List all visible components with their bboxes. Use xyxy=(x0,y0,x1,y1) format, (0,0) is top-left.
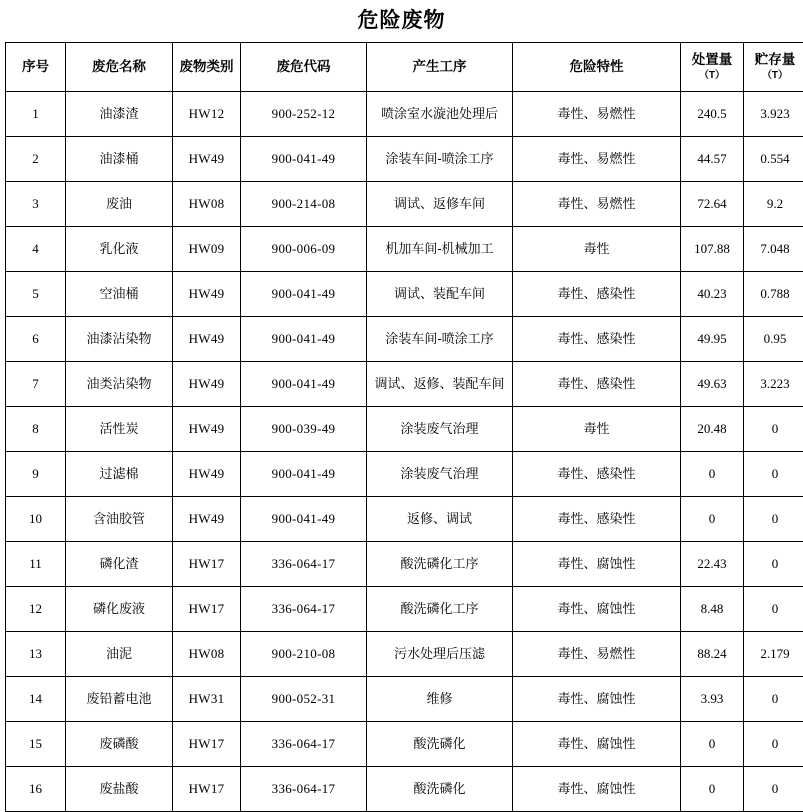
cell-waste-category: HW08 xyxy=(173,632,241,677)
cell-hazard-property: 毒性、易燃性 xyxy=(513,632,681,677)
cell-waste-name: 油类沾染物 xyxy=(66,362,173,407)
cell-waste-code: 336-064-17 xyxy=(241,722,367,767)
cell-index: 14 xyxy=(6,677,66,722)
cell-hazard-property: 毒性、腐蚀性 xyxy=(513,587,681,632)
hazardous-waste-table xyxy=(5,42,803,812)
cell-waste-category: HW49 xyxy=(173,272,241,317)
cell-disposal-amount: 3.93 xyxy=(681,677,744,722)
cell-waste-name: 油漆桶 xyxy=(66,137,173,182)
cell-disposal-amount: 49.63 xyxy=(681,362,744,407)
cell-waste-category: HW49 xyxy=(173,317,241,362)
cell-waste-name: 磷化废液 xyxy=(66,587,173,632)
cell-process: 调试、返修车间 xyxy=(367,182,513,227)
cell-hazard-property: 毒性、感染性 xyxy=(513,452,681,497)
cell-hazard-property: 毒性、感染性 xyxy=(513,272,681,317)
cell-waste-category: HW08 xyxy=(173,182,241,227)
cell-waste-code: 900-041-49 xyxy=(241,497,367,542)
cell-process: 调试、返修、装配车间 xyxy=(367,362,513,407)
cell-storage-amount: 9.2 xyxy=(744,182,803,227)
table-row xyxy=(6,632,803,677)
cell-disposal-amount: 240.5 xyxy=(681,92,744,137)
cell-disposal-amount: 49.95 xyxy=(681,317,744,362)
column-header-waste-code: 废危代码 xyxy=(241,43,367,92)
cell-process: 酸洗磷化 xyxy=(367,722,513,767)
table-row xyxy=(6,452,803,497)
cell-process: 酸洗磷化工序 xyxy=(367,542,513,587)
cell-hazard-property: 毒性、腐蚀性 xyxy=(513,542,681,587)
cell-storage-amount: 0.554 xyxy=(744,137,803,182)
cell-waste-name: 废磷酸 xyxy=(66,722,173,767)
column-header-waste-name: 废危名称 xyxy=(66,43,173,92)
cell-waste-code: 900-039-49 xyxy=(241,407,367,452)
table-header-row xyxy=(6,43,803,92)
cell-waste-name: 乳化液 xyxy=(66,227,173,272)
cell-waste-code: 900-041-49 xyxy=(241,452,367,497)
cell-waste-name: 空油桶 xyxy=(66,272,173,317)
column-header-process: 产生工序 xyxy=(367,43,513,92)
cell-process: 返修、调试 xyxy=(367,497,513,542)
cell-waste-name: 过滤棉 xyxy=(66,452,173,497)
cell-index: 3 xyxy=(6,182,66,227)
cell-hazard-property: 毒性、腐蚀性 xyxy=(513,767,681,812)
cell-process: 酸洗磷化工序 xyxy=(367,587,513,632)
column-header-index: 序号 xyxy=(6,43,66,92)
cell-hazard-property: 毒性、感染性 xyxy=(513,362,681,407)
cell-waste-code: 900-214-08 xyxy=(241,182,367,227)
cell-waste-name: 油漆渣 xyxy=(66,92,173,137)
cell-disposal-amount: 0 xyxy=(681,452,744,497)
cell-index: 4 xyxy=(6,227,66,272)
cell-process: 涂装废气治理 xyxy=(367,452,513,497)
cell-storage-amount: 0 xyxy=(744,452,803,497)
table-row xyxy=(6,767,803,812)
table-body xyxy=(6,92,803,812)
cell-process: 污水处理后压滤 xyxy=(367,632,513,677)
cell-index: 16 xyxy=(6,767,66,812)
cell-process: 喷涂室水漩池处理后 xyxy=(367,92,513,137)
cell-waste-category: HW31 xyxy=(173,677,241,722)
cell-hazard-property: 毒性、感染性 xyxy=(513,317,681,362)
cell-hazard-property: 毒性、腐蚀性 xyxy=(513,722,681,767)
cell-waste-code: 900-006-09 xyxy=(241,227,367,272)
cell-process: 机加车间-机械加工 xyxy=(367,227,513,272)
page-title: 危险废物 xyxy=(0,0,803,42)
cell-storage-amount: 7.048 xyxy=(744,227,803,272)
table-row xyxy=(6,542,803,587)
cell-index: 6 xyxy=(6,317,66,362)
cell-disposal-amount: 20.48 xyxy=(681,407,744,452)
cell-disposal-amount: 22.43 xyxy=(681,542,744,587)
cell-process: 调试、装配车间 xyxy=(367,272,513,317)
cell-waste-category: HW49 xyxy=(173,407,241,452)
cell-storage-amount: 0 xyxy=(744,497,803,542)
disposal-amount-unit: （T） xyxy=(683,70,741,82)
cell-index: 10 xyxy=(6,497,66,542)
table-row xyxy=(6,227,803,272)
cell-storage-amount: 0 xyxy=(744,407,803,452)
cell-storage-amount: 0 xyxy=(744,587,803,632)
table-row xyxy=(6,317,803,362)
cell-waste-code: 900-252-12 xyxy=(241,92,367,137)
cell-waste-category: HW49 xyxy=(173,452,241,497)
cell-waste-code: 900-041-49 xyxy=(241,362,367,407)
cell-waste-code: 900-210-08 xyxy=(241,632,367,677)
cell-waste-code: 900-041-49 xyxy=(241,317,367,362)
cell-index: 15 xyxy=(6,722,66,767)
cell-hazard-property: 毒性、易燃性 xyxy=(513,92,681,137)
cell-index: 7 xyxy=(6,362,66,407)
table-header xyxy=(6,43,803,92)
column-header-hazard-property: 危险特性 xyxy=(513,43,681,92)
cell-storage-amount: 2.179 xyxy=(744,632,803,677)
cell-disposal-amount: 88.24 xyxy=(681,632,744,677)
cell-disposal-amount: 107.88 xyxy=(681,227,744,272)
cell-disposal-amount: 0 xyxy=(681,722,744,767)
cell-waste-code: 336-064-17 xyxy=(241,767,367,812)
cell-process: 涂装车间-喷涂工序 xyxy=(367,137,513,182)
cell-hazard-property: 毒性 xyxy=(513,407,681,452)
cell-waste-name: 废油 xyxy=(66,182,173,227)
cell-disposal-amount: 40.23 xyxy=(681,272,744,317)
cell-waste-code: 336-064-17 xyxy=(241,587,367,632)
cell-hazard-property: 毒性、易燃性 xyxy=(513,182,681,227)
column-header-waste-category: 废物类别 xyxy=(173,43,241,92)
cell-disposal-amount: 0 xyxy=(681,497,744,542)
column-header-disposal-amount: 处置量 （T） xyxy=(681,43,744,92)
storage-amount-unit: （T） xyxy=(746,70,803,82)
cell-storage-amount: 0.788 xyxy=(744,272,803,317)
cell-process: 维修 xyxy=(367,677,513,722)
table-row xyxy=(6,407,803,452)
table-row xyxy=(6,92,803,137)
cell-index: 9 xyxy=(6,452,66,497)
cell-storage-amount: 0 xyxy=(744,722,803,767)
cell-index: 5 xyxy=(6,272,66,317)
cell-process: 酸洗磷化 xyxy=(367,767,513,812)
cell-waste-code: 900-052-31 xyxy=(241,677,367,722)
cell-waste-name: 油泥 xyxy=(66,632,173,677)
cell-waste-category: HW49 xyxy=(173,137,241,182)
cell-index: 13 xyxy=(6,632,66,677)
cell-waste-code: 900-041-49 xyxy=(241,137,367,182)
column-header-storage-amount: 贮存量 （T） xyxy=(744,43,803,92)
cell-waste-category: HW49 xyxy=(173,362,241,407)
cell-storage-amount: 3.223 xyxy=(744,362,803,407)
cell-index: 1 xyxy=(6,92,66,137)
cell-hazard-property: 毒性、感染性 xyxy=(513,497,681,542)
table-row xyxy=(6,182,803,227)
table-row xyxy=(6,677,803,722)
table-row xyxy=(6,587,803,632)
cell-waste-category: HW17 xyxy=(173,722,241,767)
cell-waste-name: 废盐酸 xyxy=(66,767,173,812)
cell-waste-category: HW12 xyxy=(173,92,241,137)
cell-hazard-property: 毒性、易燃性 xyxy=(513,137,681,182)
cell-index: 2 xyxy=(6,137,66,182)
cell-process: 涂装废气治理 xyxy=(367,407,513,452)
cell-hazard-property: 毒性、腐蚀性 xyxy=(513,677,681,722)
cell-waste-category: HW17 xyxy=(173,587,241,632)
table-row xyxy=(6,272,803,317)
cell-storage-amount: 0.95 xyxy=(744,317,803,362)
table-row xyxy=(6,722,803,767)
cell-disposal-amount: 44.57 xyxy=(681,137,744,182)
cell-index: 8 xyxy=(6,407,66,452)
cell-disposal-amount: 8.48 xyxy=(681,587,744,632)
cell-waste-code: 336-064-17 xyxy=(241,542,367,587)
cell-storage-amount: 0 xyxy=(744,542,803,587)
cell-storage-amount: 0 xyxy=(744,677,803,722)
cell-storage-amount: 0 xyxy=(744,767,803,812)
cell-waste-category: HW09 xyxy=(173,227,241,272)
cell-waste-category: HW17 xyxy=(173,767,241,812)
cell-disposal-amount: 72.64 xyxy=(681,182,744,227)
cell-index: 12 xyxy=(6,587,66,632)
cell-waste-name: 磷化渣 xyxy=(66,542,173,587)
cell-waste-category: HW17 xyxy=(173,542,241,587)
cell-process: 涂装车间-喷涂工序 xyxy=(367,317,513,362)
cell-storage-amount: 3.923 xyxy=(744,92,803,137)
cell-waste-category: HW49 xyxy=(173,497,241,542)
table-row xyxy=(6,497,803,542)
table-row xyxy=(6,137,803,182)
cell-waste-name: 含油胶管 xyxy=(66,497,173,542)
cell-disposal-amount: 0 xyxy=(681,767,744,812)
cell-hazard-property: 毒性 xyxy=(513,227,681,272)
table-row xyxy=(6,362,803,407)
cell-waste-code: 900-041-49 xyxy=(241,272,367,317)
cell-waste-name: 废铅蓄电池 xyxy=(66,677,173,722)
cell-waste-name: 油漆沾染物 xyxy=(66,317,173,362)
cell-index: 11 xyxy=(6,542,66,587)
cell-waste-name: 活性炭 xyxy=(66,407,173,452)
